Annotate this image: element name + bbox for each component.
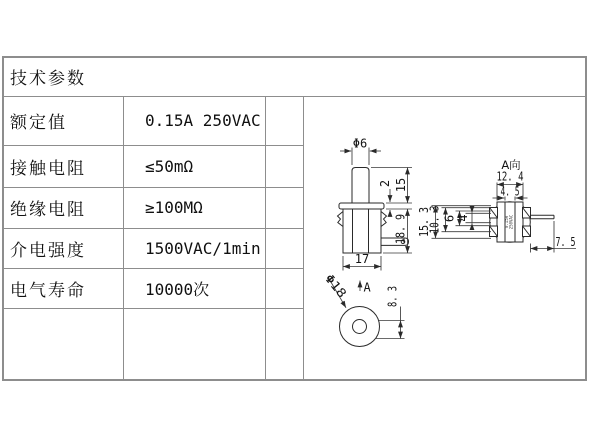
row-label-electrical-life: 电气寿命 — [10, 280, 86, 301]
dim-shaft-diameter: Φ6 — [352, 136, 368, 151]
body-outline-circle — [340, 307, 380, 347]
dim-height-2: 10. 3 — [427, 197, 442, 234]
dim-height-4: 4 — [456, 214, 470, 222]
dim-body-width: 17 — [354, 252, 370, 266]
mounting-flange — [339, 203, 384, 209]
row-label-dielectric-strength: 介电强度 — [10, 240, 86, 261]
marking-text-line1: 0.15A — [503, 215, 509, 229]
marking-text-line2: 250VAC — [508, 214, 514, 230]
row-value-dielectric-strength: 1500VAC/1min — [145, 238, 261, 258]
switch-technical-drawing — [303, 96, 587, 381]
row-value-insulation-resistance: ≥100MΩ — [145, 198, 203, 217]
dim-outer-diameter: Φ18 — [321, 271, 347, 298]
row-value-electrical-life: 10000次 — [145, 279, 210, 299]
dim-height-1: 15. 3 — [417, 200, 431, 237]
dim-extension — [531, 221, 555, 253]
row-label-rated-value: 额定值 — [10, 113, 67, 133]
row-value-rated-value: 0.15A 250VAC — [145, 111, 261, 130]
row-label-contact-resistance: 接触电阻 — [10, 158, 86, 179]
a-direction-view — [417, 158, 576, 253]
front-view — [338, 137, 413, 271]
dim-outer-width: 12. 4 — [496, 169, 524, 184]
table-grid-line — [2, 308, 304, 309]
side-terminal-pin — [531, 215, 555, 219]
plunger-shaft — [352, 168, 369, 204]
table-header: 技术参数 — [10, 68, 86, 89]
right-clip-wing — [381, 212, 387, 227]
bottom-view — [322, 271, 405, 346]
dim-pin-length: 7. 5 — [555, 235, 576, 249]
dim-height-3: 6 — [442, 214, 457, 223]
a-view-title: A向 — [501, 158, 521, 172]
left-clip-wing — [338, 212, 344, 227]
dim-inner-width: 4. 5 — [500, 184, 520, 199]
dim-body-height: 18. 9 — [393, 207, 408, 244]
row-value-contact-resistance: ≤50mΩ — [145, 156, 194, 176]
view-direction-label: A — [363, 280, 371, 295]
dim-flange-thickness: 2 — [378, 179, 392, 188]
row-label-insulation-resistance: 绝缘电阻 — [10, 200, 86, 220]
dim-shaft-height: 15 — [394, 177, 408, 193]
dim-offset: 8. 3 — [385, 278, 400, 307]
switch-body — [343, 209, 381, 253]
